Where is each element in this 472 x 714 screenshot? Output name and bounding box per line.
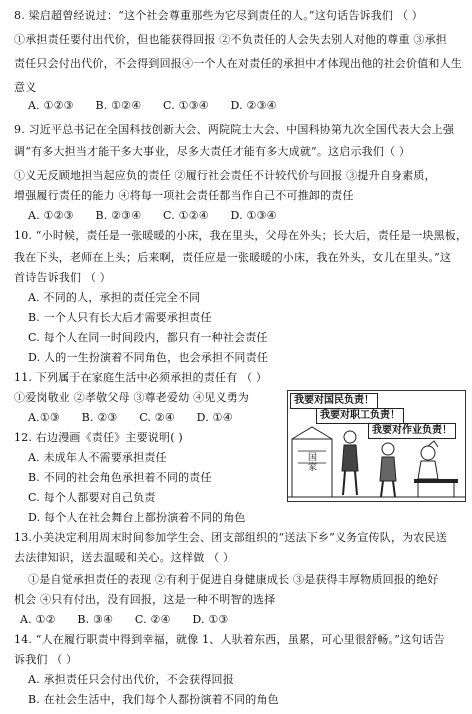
q10-option-a[interactable]: A. 不同的人，承担的责任完全不同 bbox=[28, 291, 201, 304]
q9-option-d[interactable]: D. ①③④ bbox=[230, 209, 277, 222]
q9-options bbox=[28, 206, 295, 226]
q8-option-a[interactable]: A. ①②③ bbox=[28, 99, 74, 112]
q11-line-2: ①爱岗敬业 ②孝敬父母 ③尊老爱幼 ④见义勇为 bbox=[14, 391, 250, 404]
q8-stem: 8. 梁启超曾经说过：“这个社会尊重那些为它尽到责任的人。”这句话告诉我们 （ ） bbox=[14, 9, 423, 22]
q12-option-a[interactable]: A. 未成年人不需要承担责任 bbox=[28, 451, 167, 464]
q10-option-b[interactable]: B. 一个人只有长大后才需要承担责任 bbox=[28, 311, 212, 324]
q8-option-c[interactable]: C. ①③④ bbox=[163, 99, 209, 112]
q9-option-c[interactable]: C. ①②④ bbox=[163, 209, 209, 222]
cartoon-bubble-1: 我要对国民负责！ bbox=[290, 393, 378, 409]
q8-line-3: 责任只会付出代价，不会得到回报④一个人在对责任的承担中才体现出他的社会价值和人生 bbox=[14, 57, 462, 70]
q12-option-d[interactable]: D. 每个人在社会舞台上都扮演着不同的角色 bbox=[28, 511, 246, 524]
q10-stem: 10. “小时候，责任是一张暖暖的小床，我在里头，父母在外头；长大后，责任是一块黑板， bbox=[14, 229, 468, 242]
cartoon-bubble-3: 我要对作业负责！ bbox=[368, 423, 456, 439]
q11-option-b[interactable]: B. ②③ bbox=[81, 411, 118, 424]
q13-option-c[interactable]: C. ②④ bbox=[134, 613, 171, 626]
q10-option-d[interactable]: D. 人的一生扮演着不同角色，也会承担不同责任 bbox=[28, 351, 269, 364]
responsibility-cartoon bbox=[287, 390, 466, 502]
q13-option-b[interactable]: B. ③④ bbox=[77, 613, 114, 626]
q9-line-4: 增强履行责任的能力 ④将每一项社会责任都当作自己不可推卸的责任 bbox=[14, 189, 354, 202]
q12-option-b[interactable]: B. 不同的社会角色承担着不同的责任 bbox=[28, 471, 212, 484]
q14-option-b[interactable]: B. 在社会生活中，我们每个人都扮演着不同的角色 bbox=[28, 693, 279, 706]
q12-option-c[interactable]: C. 每个人都要对自己负责 bbox=[28, 491, 156, 504]
q8-option-d[interactable]: D. ②③④ bbox=[230, 99, 277, 112]
q13-line-3: ①是自觉承担责任的表现 ②有利于促进自身健康成长 ③是获得丰厚物质回报的绝好 bbox=[28, 573, 439, 586]
q11-stem: 11. 下列属于在家庭生活中必须承担的责任有 （ ） bbox=[14, 371, 268, 384]
q11-option-d[interactable]: D. ①④ bbox=[196, 411, 233, 424]
q11-option-c[interactable]: C. ②④ bbox=[139, 411, 175, 424]
q10-line-2: 我在下头，老师在上头；后来啊，责任应是一张暖暖的小床，我在外头，女儿在里头。”这 bbox=[14, 251, 452, 264]
q9-option-b[interactable]: B. ②③④ bbox=[95, 209, 142, 222]
q9-line-3: ①义无反顾地担当起应负的责任 ②履行社会责任不计较代价与回报 ③提升自身素质， bbox=[14, 169, 436, 182]
q13-stem: 13.小美决定利用周末时间参加学生会、团支部组织的“送法下乡”义务宣传队，为农民送 bbox=[14, 531, 447, 544]
cartoon-drawing bbox=[288, 391, 465, 501]
q14-stem: 14. “人在履行职责中得到幸福，就像 1、人驮着东西，虽累，可心里很舒畅。”这句话告 bbox=[14, 633, 445, 646]
q14-option-a[interactable]: A. 承担责任只会付出代价，不会获得回报 bbox=[28, 673, 234, 686]
cartoon-bubble-2: 我要对职工负责！ bbox=[316, 408, 404, 424]
q8-options bbox=[28, 96, 295, 116]
q9-stem: 9. 习近平总书记在全国科技创新大会、两院院士大会、中国科协第九次全国代表大会上强 bbox=[14, 123, 455, 136]
q13-option-d[interactable]: D. ①③ bbox=[192, 613, 229, 626]
q10-line-3: 首诗告诉我们 （ ） bbox=[14, 271, 111, 284]
cartoon-building-label: 国家 bbox=[308, 453, 318, 473]
q11-options bbox=[28, 408, 251, 428]
q13-options bbox=[20, 610, 247, 630]
q8-option-b[interactable]: B. ①②④ bbox=[95, 99, 142, 112]
q10-option-c[interactable]: C. 每个人在同一时间段内，都只有一种社会责任 bbox=[28, 331, 268, 344]
q9-line-2: 调“有多大担当才能干多大事业，尽多大责任才能有多大成就”。这启示我们（ ） bbox=[14, 145, 411, 158]
q12-stem: 12. 右边漫画《责任》主要说明( ) bbox=[14, 431, 183, 444]
q8-line-2: ①承担责任要付出代价，但也能获得回报 ②不负责任的人会失去别人对他的尊重 ③承担 bbox=[14, 33, 447, 46]
q13-line-4: 机会 ④只有付出，没有回报，这是一种不明智的选择 bbox=[14, 593, 276, 606]
q13-line-2: 去法律知识，送去温暖和关心。这样做 （ ） bbox=[14, 551, 235, 564]
q14-line-2: 诉我们 （ ） bbox=[14, 653, 78, 666]
q13-option-a[interactable]: A. ①② bbox=[20, 613, 56, 626]
q9-option-a[interactable]: A. ①②③ bbox=[28, 209, 74, 222]
q8-line-4: 意义 bbox=[14, 81, 37, 94]
q11-option-a[interactable]: A.①③ bbox=[28, 411, 60, 424]
